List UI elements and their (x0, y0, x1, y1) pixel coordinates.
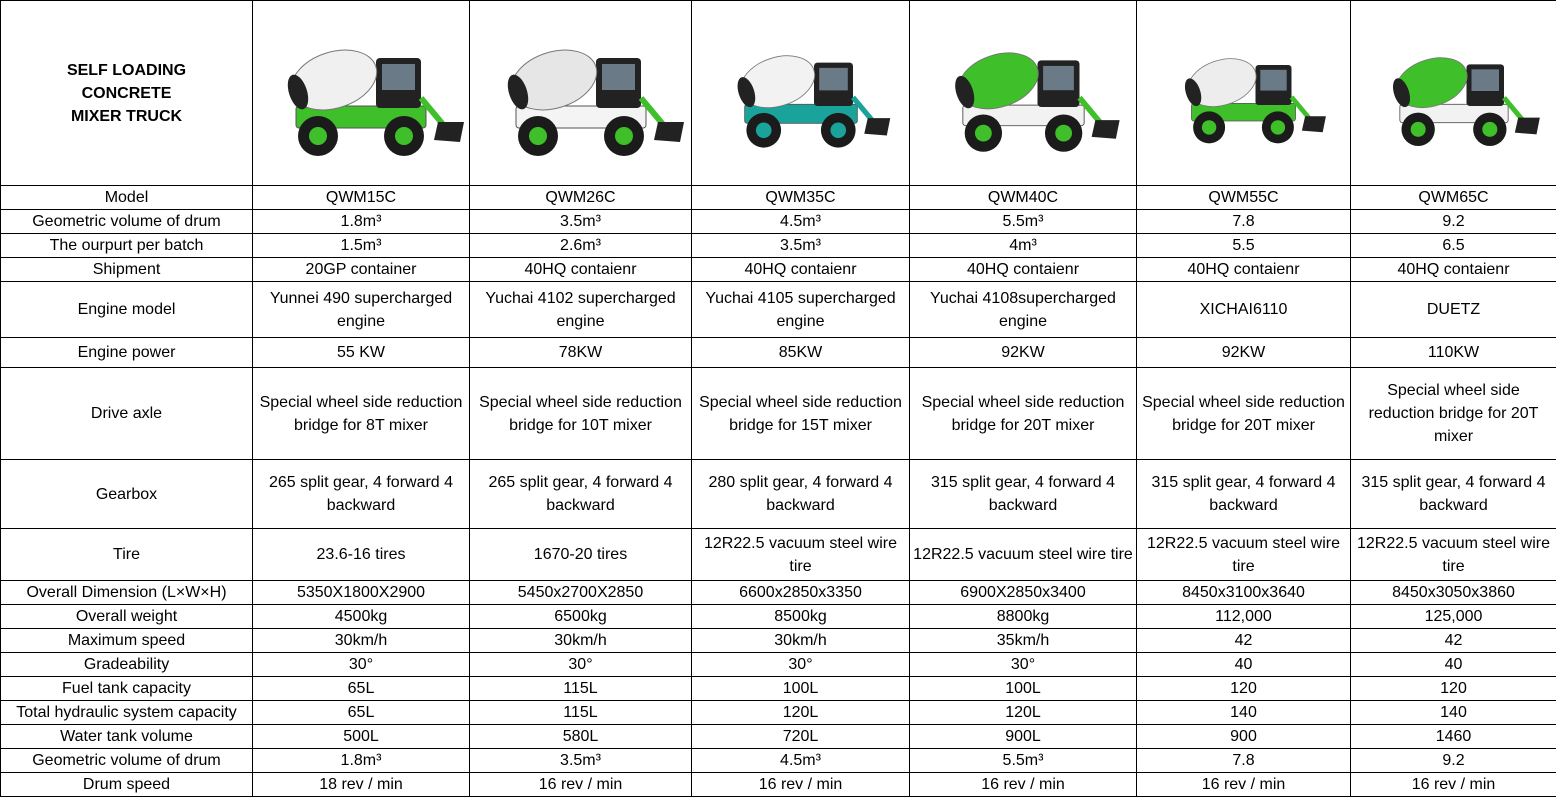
spec-value: Special wheel side reduction bridge for 15T mixer (692, 368, 910, 460)
spec-value: Special wheel side reduction bridge for 8T mixer (253, 368, 470, 460)
spec-label: Maximum speed (1, 629, 253, 653)
spec-value: 40HQ contaienr (1137, 258, 1351, 282)
spec-value: XICHAI6110 (1137, 282, 1351, 338)
spec-label: Shipment (1, 258, 253, 282)
qwm40c-truck-image (916, 23, 1131, 163)
spec-value: 1.8m³ (253, 749, 470, 773)
spec-value: 16 rev / min (1351, 773, 1556, 797)
spec-value: 2.6m³ (470, 234, 692, 258)
spec-value: 9.2 (1351, 749, 1556, 773)
spec-value: 23.6-16 tires (253, 529, 470, 581)
spec-value: 720L (692, 725, 910, 749)
spec-value: 8500kg (692, 605, 910, 629)
spec-value: 120L (910, 701, 1137, 725)
spec-value: 40 (1137, 653, 1351, 677)
spec-value: Yunnei 490 supercharged engine (253, 282, 470, 338)
spec-value: 16 rev / min (1137, 773, 1351, 797)
spec-value: 115L (470, 677, 692, 701)
spec-row (1, 749, 1556, 773)
spec-label: Tire (1, 529, 253, 581)
spec-value: 4m³ (910, 234, 1137, 258)
spec-value: 5.5m³ (910, 749, 1137, 773)
spec-row (1, 282, 1556, 338)
spec-value: 100L (910, 677, 1137, 701)
spec-value: Special wheel side reduction bridge for 20T mixer (1137, 368, 1351, 460)
spec-value: 16 rev / min (910, 773, 1137, 797)
spec-value: 140 (1137, 701, 1351, 725)
spec-value: 112,000 (1137, 605, 1351, 629)
spec-value: 110KW (1351, 338, 1556, 368)
spec-label: Fuel tank capacity (1, 677, 253, 701)
spec-value: 280 split gear, 4 forward 4 backward (692, 460, 910, 529)
spec-label: Engine power (1, 338, 253, 368)
spec-value: 12R22.5 vacuum steel wire tire (692, 529, 910, 581)
spec-value: Yuchai 4108supercharged engine (910, 282, 1137, 338)
spec-value: 140 (1351, 701, 1556, 725)
spec-value: 1460 (1351, 725, 1556, 749)
spec-value: 6600x2850x3350 (692, 581, 910, 605)
title-line: MIXER TRUCK (3, 105, 250, 128)
spec-value: 16 rev / min (692, 773, 910, 797)
spec-label: Overall weight (1, 605, 253, 629)
spec-value: Yuchai 4102 supercharged engine (470, 282, 692, 338)
spec-row (1, 701, 1556, 725)
spec-value: 65L (253, 677, 470, 701)
truck-image-cell (1137, 1, 1351, 186)
spec-value: 580L (470, 725, 692, 749)
spec-value: 78KW (470, 338, 692, 368)
spec-label: Overall Dimension (L×W×H) (1, 581, 253, 605)
qwm35c-truck-image (701, 28, 901, 158)
spec-value: 4500kg (253, 605, 470, 629)
spec-row (1, 581, 1556, 605)
spec-row (1, 186, 1556, 210)
spec-value: 8450x3050x3860 (1351, 581, 1556, 605)
spec-row (1, 629, 1556, 653)
spec-value: 315 split gear, 4 forward 4 backward (910, 460, 1137, 529)
spec-value: 30° (910, 653, 1137, 677)
spec-value: 265 split gear, 4 forward 4 backward (253, 460, 470, 529)
spec-value: 16 rev / min (470, 773, 692, 797)
spec-value: 900 (1137, 725, 1351, 749)
spec-row (1, 460, 1556, 529)
spec-value: 125,000 (1351, 605, 1556, 629)
truck-image-cell (1351, 1, 1556, 186)
qwm15c-truck-image (256, 18, 466, 168)
spec-row (1, 773, 1556, 797)
spec-value: 120L (692, 701, 910, 725)
spec-value: 5350X1800X2900 (253, 581, 470, 605)
spec-label: Geometric volume of drum (1, 749, 253, 773)
spec-row (1, 210, 1556, 234)
spec-row (1, 605, 1556, 629)
spec-value: 5.5 (1137, 234, 1351, 258)
spec-value: 120 (1137, 677, 1351, 701)
spec-label: Drive axle (1, 368, 253, 460)
spec-value: 1.5m³ (253, 234, 470, 258)
spec-value: 7.8 (1137, 210, 1351, 234)
spec-value: 35km/h (910, 629, 1137, 653)
spec-value: 7.8 (1137, 749, 1351, 773)
spec-label: Gradeability (1, 653, 253, 677)
spec-value: 18 rev / min (253, 773, 470, 797)
spec-value: Special wheel side reduction bridge for 10T mixer (470, 368, 692, 460)
header-row (1, 1, 1556, 186)
title-line: SELF LOADING (3, 59, 250, 82)
spec-value: Special wheel side reduction bridge for 20T mixer (910, 368, 1137, 460)
spec-value: 92KW (1137, 338, 1351, 368)
spec-value: 85KW (692, 338, 910, 368)
spec-value: 500L (253, 725, 470, 749)
spec-row (1, 725, 1556, 749)
spec-value: QWM55C (1137, 186, 1351, 210)
spec-value: QWM35C (692, 186, 910, 210)
spec-value: 265 split gear, 4 forward 4 backward (470, 460, 692, 529)
spec-value: 3.5m³ (470, 749, 692, 773)
spec-value: 42 (1137, 629, 1351, 653)
spec-value: 5.5m³ (910, 210, 1137, 234)
title-line: CONCRETE (3, 82, 250, 105)
spec-value: 900L (910, 725, 1137, 749)
spec-value: 40 (1351, 653, 1556, 677)
spec-value: 30km/h (470, 629, 692, 653)
spec-value: 115L (470, 701, 692, 725)
qwm55c-truck-image (1141, 33, 1346, 153)
truck-image-cell (910, 1, 1137, 186)
spec-value: 1.8m³ (253, 210, 470, 234)
spec-value: 30km/h (253, 629, 470, 653)
spec-row (1, 368, 1556, 460)
spec-value: 42 (1351, 629, 1556, 653)
spec-label: Drum speed (1, 773, 253, 797)
spec-row (1, 338, 1556, 368)
spec-value: 30° (692, 653, 910, 677)
spec-value: 40HQ contaienr (1351, 258, 1556, 282)
spec-value: QWM40C (910, 186, 1137, 210)
qwm26c-truck-image (476, 13, 686, 173)
truck-image-cell (470, 1, 692, 186)
spec-value: 6.5 (1351, 234, 1556, 258)
spec-value: 55 KW (253, 338, 470, 368)
spec-value: 6500kg (470, 605, 692, 629)
spec-value: 1670-20 tires (470, 529, 692, 581)
spec-row (1, 258, 1556, 282)
spec-value: 65L (253, 701, 470, 725)
spec-value: 315 split gear, 4 forward 4 backward (1351, 460, 1556, 529)
spec-value: 40HQ contaienr (910, 258, 1137, 282)
spec-label: Gearbox (1, 460, 253, 529)
spec-value: 30km/h (692, 629, 910, 653)
spec-value: QWM26C (470, 186, 692, 210)
spec-value: 12R22.5 vacuum steel wire tire (910, 529, 1137, 581)
spec-row (1, 529, 1556, 581)
spec-label: Water tank volume (1, 725, 253, 749)
spec-value: 92KW (910, 338, 1137, 368)
spec-value: 40HQ contaienr (692, 258, 910, 282)
spec-value: 9.2 (1351, 210, 1556, 234)
spec-value: 4.5m³ (692, 749, 910, 773)
spec-value: QWM65C (1351, 186, 1556, 210)
spec-value: 8450x3100x3640 (1137, 581, 1351, 605)
truck-image-cell (692, 1, 910, 186)
spec-value: QWM15C (253, 186, 470, 210)
spec-value: 5450x2700X2850 (470, 581, 692, 605)
spec-value: 30° (253, 653, 470, 677)
spec-row (1, 653, 1556, 677)
qwm65c-truck-image (1354, 31, 1554, 156)
spec-value: 315 split gear, 4 forward 4 backward (1137, 460, 1351, 529)
spec-label: Total hydraulic system capacity (1, 701, 253, 725)
spec-row (1, 677, 1556, 701)
spec-value: 3.5m³ (470, 210, 692, 234)
spec-value: 30° (470, 653, 692, 677)
truck-image-cell (253, 1, 470, 186)
spec-label: The ourpurt per batch (1, 234, 253, 258)
spec-row (1, 234, 1556, 258)
spec-label: Engine model (1, 282, 253, 338)
spec-value: DUETZ (1351, 282, 1556, 338)
spec-value: Special wheel side reduction bridge for 20T mixer (1351, 368, 1556, 460)
spec-value: 6900X2850x3400 (910, 581, 1137, 605)
spec-value: 40HQ contaienr (470, 258, 692, 282)
spec-value: 12R22.5 vacuum steel wire tire (1351, 529, 1556, 581)
spec-value: 12R22.5 vacuum steel wire tire (1137, 529, 1351, 581)
spec-value: 8800kg (910, 605, 1137, 629)
spec-label: Geometric volume of drum (1, 210, 253, 234)
spec-value: 120 (1351, 677, 1556, 701)
table-title (1, 1, 253, 186)
spec-value: 3.5m³ (692, 234, 910, 258)
spec-label: Model (1, 186, 253, 210)
spec-value: 20GP container (253, 258, 470, 282)
spec-value: Yuchai 4105 supercharged engine (692, 282, 910, 338)
spec-value: 4.5m³ (692, 210, 910, 234)
spec-value: 100L (692, 677, 910, 701)
